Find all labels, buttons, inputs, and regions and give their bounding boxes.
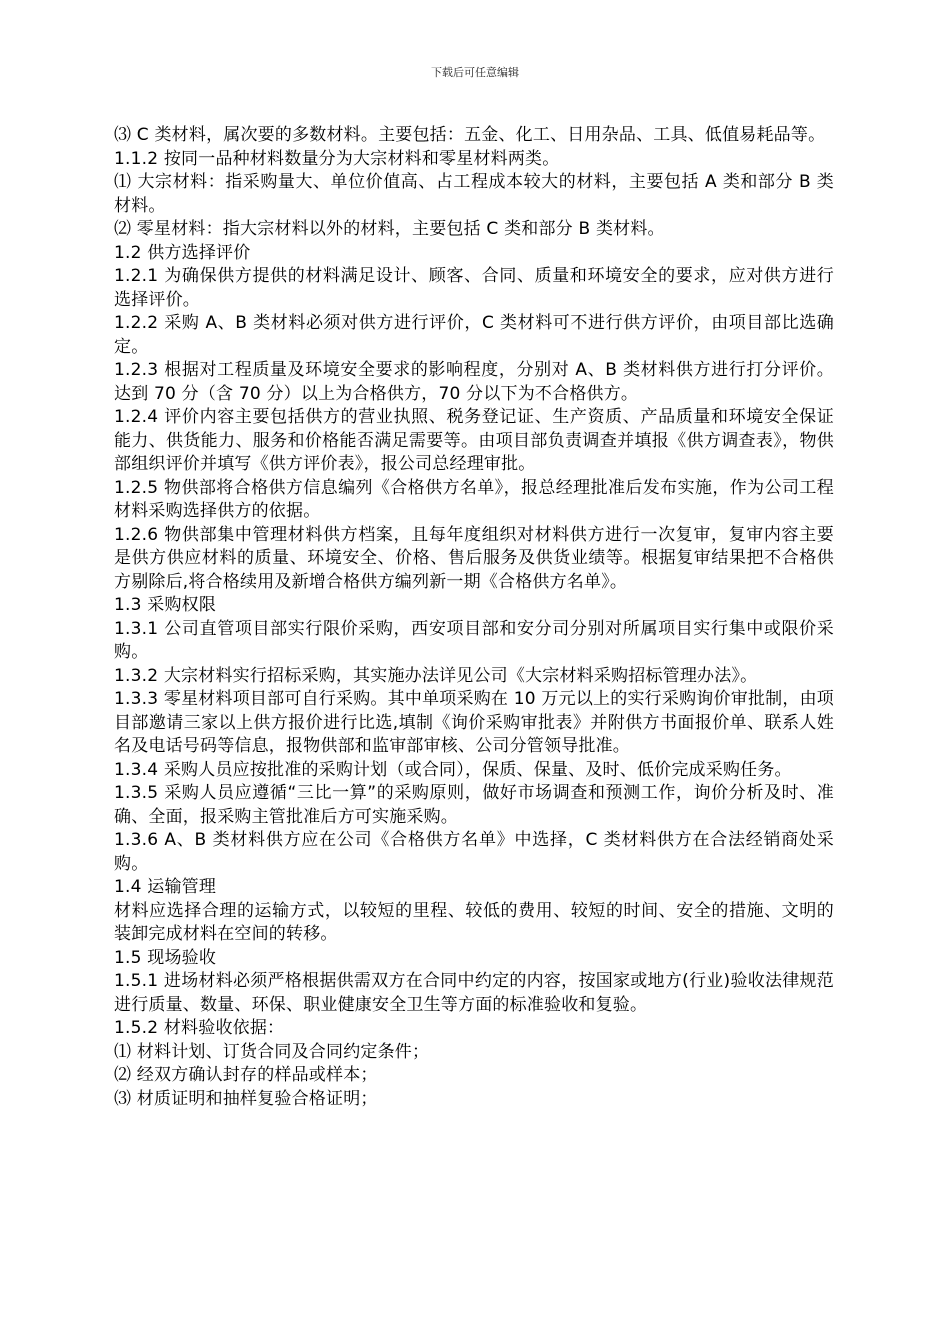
paragraph: ⑶ C 类材料，属次要的多数材料。主要包括：五金、化工、日用杂品、工具、低值易耗品等。 [114, 125, 826, 145]
paragraph: 1.5.2 材料验收依据： [114, 1018, 285, 1038]
paragraph: 1.2.4 评价内容主要包括供方的营业执照、税务登记证、生产资质、产品质量和环境安全保证能力、供货能力、服务和价格能否满足需要等。由项目部负责调查并填报《供方调查表》，物供部组织评价并填写《供方评价表》，报公司总经理审批。 [114, 407, 834, 474]
section-heading: 1.2 供方选择评价 [114, 242, 251, 263]
list-item: ⑴ 材料计划、订货合同及合同约定条件； [114, 1041, 430, 1062]
page-header: 下载后可任意编辑 [431, 66, 519, 79]
list-item: ⑶ 材质证明和抽样复验合格证明； [114, 1088, 378, 1109]
paragraph: 1.2.1 为确保供方提供的材料满足设计、顾客、合同、质量和环境安全的要求，应对供方进行选择评价。 [114, 266, 834, 310]
section-heading: 1.3 采购权限 [114, 595, 217, 615]
paragraph: 1.3.6 A、B 类材料供方应在公司《合格供方名单》中选择，C 类材料供方在合法经销商处采购。 [114, 830, 834, 874]
paragraph: 1.1.2 按同一品种材料数量分为大宗材料和零星材料两类。 [114, 148, 560, 169]
section-heading: 1.5 现场验收 [114, 947, 217, 968]
paragraph: 1.2.6 物供部集中管理材料供方档案，且每年度组织对材料供方进行一次复审，复审内容主要是供方供应材料的质量、环境安全、价格、售后服务及供货业绩等。根据复审结果把不合格供方剔除后,将合格续用及新增合格供方编列新一期《合格供方名单》。 [114, 524, 834, 592]
paragraph: 1.5.1 进场材料必须严格根据供需双方在合同中约定的内容，按国家或地方(行业)验收法律规范进行质量、数量、环保、职业健康安全卫生等方面的标准验收和复验。 [114, 971, 834, 1015]
paragraph: 1.3.4 采购人员应按批准的采购计划（或合同），保质、保量、及时、低价完成采购任务。 [114, 759, 792, 780]
list-item: ⑵ 经双方确认封存的样品或样本； [114, 1065, 378, 1085]
paragraph: ⑴ 大宗材料：指采购量大、单位价值高、占工程成本较大的材料，主要包括 A 类和部分 B 类材料。 [114, 172, 834, 216]
paragraph: 1.3.3 零星材料项目部可自行采购。其中单项采购在 10 万元以上的实行采购询价审批制，由项目部邀请三家以上供方报价进行比选,填制《询价采购审批表》并附供方书面报价单、联系人姓名及电话号码等信息，报物供部和监审部审核、公司分管领导批准。 [114, 689, 834, 756]
paragraph: 1.3.2 大宗材料实行招标采购，其实施办法详见公司《大宗材料采购招标管理办法》。 [114, 665, 758, 686]
paragraph: 1.2.5 物供部将合格供方信息编列《合格供方名单》，报总经理批准后发布实施，作为公司工程材料采购选择供方的依据。 [114, 477, 834, 521]
paragraph: 1.2.3 根据对工程质量及环境安全要求的影响程度，分别对 A、B 类材料供方进行打分评价。达到 70 分（含 70 分）以上为合格供方，70 分以下为不合格供方。 [114, 360, 834, 404]
paragraph: 材料应选择合理的运输方式，以较短的里程、较低的费用、较短的时间、安全的措施、文明的装卸完成材料在空间的转移。 [114, 900, 834, 944]
paragraph: 1.3.1 公司直管项目部实行限价采购，西安项目部和安分司分别对所属项目实行集中或限价采购。 [114, 618, 834, 662]
document-body [114, 124, 834, 1111]
section-heading: 1.4 运输管理 [114, 877, 217, 897]
paragraph: ⑵ 零星材料：指大宗材料以外的材料，主要包括 C 类和部分 B 类材料。 [114, 219, 665, 239]
paragraph: 1.2.2 采购 A、B 类材料必须对供方进行评价，C 类材料可不进行供方评价，由项目部比选确定。 [114, 313, 834, 357]
paragraph: 1.3.5 采购人员应遵循“三比一算”的采购原则，做好市场调查和预测工作，询价分析及时、准确、全面，报采购主管批准后方可实施采购。 [114, 783, 834, 827]
